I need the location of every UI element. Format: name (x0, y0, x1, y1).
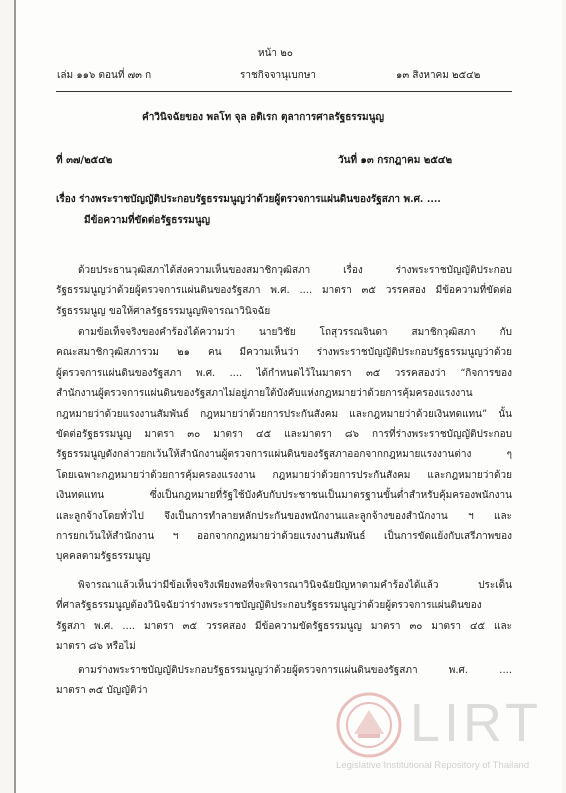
ruling-date: วันที่ ๑๓ กรกฎาคม ๒๕๔๒ (338, 155, 453, 166)
repository-logo-text: LIRT (410, 693, 543, 753)
subject-line-1: เรื่อง ร่างพระราชบัญญัติประกอบรัฐธรรมนูญว่าด้วยผู้ตรวจการแผ่นดินของรัฐสภา พ.ศ. .... (56, 194, 441, 205)
text-line: รัฐธรรมนูญ ขอให้ศาลรัฐธรรมนูญพิจารณาวินิจฉัย (56, 305, 271, 317)
subject-line-2: มีข้อความที่ขัดต่อรัฐธรรมนูญ (84, 215, 211, 226)
text-line: มาตรา ๘๖ หรือไม่ (56, 641, 136, 653)
repository-caption: Legislative Institutional Repository of Thailand (336, 760, 530, 771)
gazette-volume: เล่ม ๑๑๖ ตอนที่ ๗๓ ก (57, 70, 152, 81)
paragraph-2 (56, 323, 512, 568)
text-line: คณะสมาชิกวุฒิสภารวม ๒๑ คน มีความเห็นว่า ร่างพระราชบัญญัติประกอบรัฐธรรมนูญว่าด้วย (56, 347, 512, 359)
text-line: พิจารณาแล้วเห็นว่ามีข้อเท็จจริงเพียงพอที่จะพิจารณาวินิจฉัยปัญหาตามคำร้องได้แล้ว ประเด็น (78, 580, 512, 591)
text-line: มาตรา ๓๕ บัญญัติว่า (56, 685, 148, 697)
text-line: ผู้ตรวจการแผ่นดินของรัฐสภา พ.ศ. .... ได้กำหนดไว้ในมาตรา ๓๕ วรรคสองว่า “กิจการของ (56, 367, 512, 379)
text-line: รัฐธรรมนูญดังกล่าวยกเว้นให้สำนักงานผู้ตรวจการแผ่นดินของรัฐสภาออกจากกฎหมายแรงงานต่าง ๆ (56, 449, 512, 461)
text-line: สำนักงานผู้ตรวจการแผ่นดินของรัฐสภาไม่อยู่ภายใต้บังคับแห่งกฎหมายว่าด้วยการคุ้มครองแรงงาน (56, 388, 473, 400)
text-line: และลูกจ้างโดยทั่วไป จึงเป็นการทำลายหลักประกันของพนักงานและลูกจ้างของสำนักงาน ฯ และ (56, 510, 512, 522)
document-title: คำวินิจฉัยของ พลโท จุล อติเรก ตุลาการศาลรัฐธรรมนูญ (142, 112, 385, 123)
paragraph-3 (56, 576, 512, 658)
text-line: ขัดต่อรัฐธรรมนูญ มาตรา ๓๐ มาตรา ๔๕ และมาตรา ๘๖ การที่ร่างพระราชบัญญัติประกอบ (56, 428, 512, 440)
text-line: ตามร่างพระราชบัญญัติประกอบรัฐธรรมนูญว่าด้วยผู้ตรวจการแผ่นดินของรัฐสภา พ.ศ. .... (78, 665, 512, 676)
repository-watermark (326, 690, 556, 780)
text-line: โดยเฉพาะกฎหมายว่าด้วยการคุ้มครองแรงงาน กฎหมายว่าด้วยการประกันสังคม และกฎหมายว่าด้วย (56, 469, 512, 481)
text-line: บุคคลตามรัฐธรรมนูญ (56, 551, 151, 563)
text-line: เงินทดแทน ซึ่งเป็นกฎหมายที่รัฐใช้บังคับกับประชาชนเป็นมาตรฐานขั้นต่ำสำหรับคุ้มครองพนักงาน (56, 490, 512, 502)
header-rule (56, 91, 512, 92)
text-line: ด้วยประธานวุฒิสภาได้ส่งความเห็นของสมาชิกวุฒิสภา เรื่อง ร่างพระราชบัญญัติประกอบ (78, 265, 512, 276)
text-line: รัฐธรรมนูญว่าด้วยผู้ตรวจการแผ่นดินของรัฐสภา พ.ศ. .... มาตรา ๓๕ วรรคสอง มีข้อความที่ขัดต่อ (56, 285, 512, 297)
gazette-name: ราชกิจจานุเบกษา (240, 70, 317, 81)
text-line: การยกเว้นให้สำนักงาน ฯ ออกจากกฎหมายว่าด้วยแรงงานสัมพันธ์ เป็นการขัดแย้งกับเสรีภาพของ (56, 530, 512, 542)
paragraph-1 (56, 261, 512, 322)
parliament-seal-icon (334, 690, 404, 760)
page-number: หน้า ๒๐ (258, 48, 293, 59)
text-line: กฎหมายว่าด้วยแรงงานสัมพันธ์ กฎหมายว่าด้วยการประกันสังคม และกฎหมายว่าด้วยเงินทดแทน” นั้น (56, 408, 512, 420)
ruling-number: ที่ ๓๗/๒๕๔๒ (56, 155, 113, 166)
text-line: ที่ศาลรัฐธรรมนูญต้องวินิจฉัยว่าร่างพระราชบัญญัติประกอบรัฐธรรมนูญว่าด้วยผู้ตรวจการแผ่นดินของ (56, 600, 482, 612)
text-line: รัฐสภา พ.ศ. .... มาตรา ๓๕ วรรคสอง มีข้อความขัดรัฐธรรมนูญ มาตรา ๓๐ มาตรา ๔๕ และ (56, 620, 512, 632)
gazette-date: ๑๓ สิงหาคม ๒๕๔๒ (396, 70, 481, 81)
text-line: ตามข้อเท็จจริงของคำร้องได้ความว่า นายวิชัย โถสุวรรณจินดา สมาชิกวุฒิสภา กับ (78, 327, 512, 338)
